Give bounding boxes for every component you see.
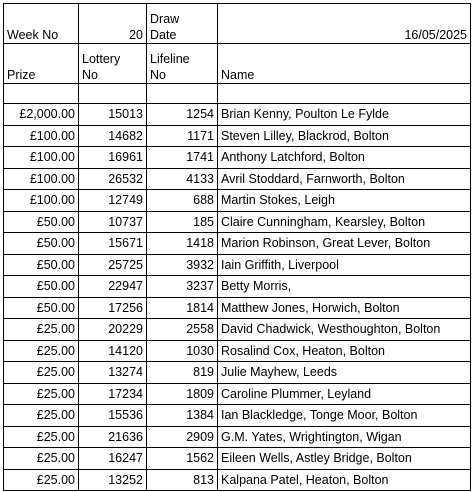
table-row — [4, 190, 471, 212]
name-cell: Kalpana Patel, Heaton, Bolton — [218, 469, 471, 491]
name-cell: Matthew Jones, Horwich, Bolton — [218, 297, 471, 319]
header-row-week — [4, 4, 471, 44]
name-cell: Eileen Wells, Astley Bridge, Bolton — [218, 448, 471, 470]
lottery-no-cell: 15536 — [79, 405, 147, 427]
draw-date-label — [147, 4, 218, 44]
prize-cell: £50.00 — [4, 211, 79, 233]
name-cell: Julie Mayhew, Leeds — [218, 362, 471, 384]
name-cell: Martin Stokes, Leigh — [218, 190, 471, 212]
header-row-columns — [4, 44, 471, 84]
lottery-no-cell: 10737 — [79, 211, 147, 233]
lottery-no-cell: 15013 — [79, 104, 147, 126]
lifeline-no-cell: 4133 — [147, 168, 218, 190]
lottery-no-cell: 21636 — [79, 426, 147, 448]
lottery-no-cell: 13274 — [79, 362, 147, 384]
prize-cell: £25.00 — [4, 448, 79, 470]
lifeline-no-cell: 2909 — [147, 426, 218, 448]
lifeline-no-cell: 1171 — [147, 125, 218, 147]
table-row — [4, 362, 471, 384]
prize-cell: £50.00 — [4, 297, 79, 319]
lifeline-no-cell: 1254 — [147, 104, 218, 126]
name-cell: Caroline Plummer, Leyland — [218, 383, 471, 405]
name-cell: Iain Griffith, Liverpool — [218, 254, 471, 276]
lifeline-no-cell: 185 — [147, 211, 218, 233]
table-row — [4, 426, 471, 448]
lottery-no-cell: 22947 — [79, 276, 147, 298]
lottery-no-line1: Lottery — [82, 52, 121, 66]
week-label: Week No — [4, 4, 79, 44]
prize-cell: £2,000.00 — [4, 104, 79, 126]
lifeline-no-line2: No — [150, 68, 166, 82]
draw-date-label-line1: Draw — [150, 12, 180, 26]
name-cell: David Chadwick, Westhoughton, Bolton — [218, 319, 471, 341]
draw-date-label-line2: Date — [150, 28, 177, 42]
prize-cell: £100.00 — [4, 168, 79, 190]
lottery-no-cell: 15671 — [79, 233, 147, 255]
prize-cell: £100.00 — [4, 125, 79, 147]
table-row — [4, 340, 471, 362]
lottery-no-cell: 17234 — [79, 383, 147, 405]
table-row — [4, 254, 471, 276]
lifeline-no-cell: 1741 — [147, 147, 218, 169]
prize-cell: £25.00 — [4, 469, 79, 491]
lifeline-no-line1: Lifeline — [150, 52, 190, 66]
blank-cell — [4, 84, 79, 104]
prize-cell: £25.00 — [4, 383, 79, 405]
prize-cell: £100.00 — [4, 147, 79, 169]
prize-cell: £25.00 — [4, 362, 79, 384]
column-header-prize: Prize — [4, 44, 79, 84]
lottery-no-cell: 16961 — [79, 147, 147, 169]
table-row — [4, 405, 471, 427]
prize-cell: £25.00 — [4, 426, 79, 448]
draw-date-value: 16/05/2025 — [218, 4, 471, 44]
column-header-lottery-no — [79, 44, 147, 84]
lottery-no-cell: 26532 — [79, 168, 147, 190]
lottery-no-cell: 16247 — [79, 448, 147, 470]
table-row — [4, 125, 471, 147]
lifeline-no-cell: 1562 — [147, 448, 218, 470]
name-cell: Claire Cunningham, Kearsley, Bolton — [218, 211, 471, 233]
table-row — [4, 448, 471, 470]
name-cell: Ian Blackledge, Tonge Moor, Bolton — [218, 405, 471, 427]
prize-cell: £50.00 — [4, 254, 79, 276]
lottery-no-cell: 17256 — [79, 297, 147, 319]
column-header-lifeline-no — [147, 44, 218, 84]
lottery-no-cell: 12749 — [79, 190, 147, 212]
lifeline-no-cell: 688 — [147, 190, 218, 212]
lifeline-no-cell: 3932 — [147, 254, 218, 276]
name-cell: Anthony Latchford, Bolton — [218, 147, 471, 169]
blank-row — [4, 84, 471, 104]
lifeline-no-cell: 1809 — [147, 383, 218, 405]
name-cell: Marion Robinson, Great Lever, Bolton — [218, 233, 471, 255]
lifeline-no-cell: 1030 — [147, 340, 218, 362]
lottery-no-cell: 20229 — [79, 319, 147, 341]
name-cell: Betty Morris, — [218, 276, 471, 298]
table-row — [4, 211, 471, 233]
prize-cell: £50.00 — [4, 233, 79, 255]
table-row — [4, 147, 471, 169]
name-cell: Rosalind Cox, Heaton, Bolton — [218, 340, 471, 362]
blank-cell — [147, 84, 218, 104]
lifeline-no-cell: 2558 — [147, 319, 218, 341]
lottery-no-cell: 13252 — [79, 469, 147, 491]
prize-cell: £25.00 — [4, 405, 79, 427]
lifeline-no-cell: 813 — [147, 469, 218, 491]
table-row — [4, 383, 471, 405]
lifeline-no-cell: 1384 — [147, 405, 218, 427]
lottery-results-table — [3, 3, 471, 491]
name-cell: Steven Lilley, Blackrod, Bolton — [218, 125, 471, 147]
table-row — [4, 319, 471, 341]
table-row — [4, 233, 471, 255]
table-row — [4, 297, 471, 319]
blank-cell — [79, 84, 147, 104]
lottery-no-line2: No — [82, 68, 98, 82]
lottery-no-cell: 14682 — [79, 125, 147, 147]
table-row — [4, 469, 471, 491]
name-cell: Avril Stoddard, Farnworth, Bolton — [218, 168, 471, 190]
week-value: 20 — [79, 4, 147, 44]
prize-cell: £50.00 — [4, 276, 79, 298]
table-row — [4, 104, 471, 126]
lifeline-no-cell: 1418 — [147, 233, 218, 255]
prize-cell: £25.00 — [4, 319, 79, 341]
lifeline-no-cell: 1814 — [147, 297, 218, 319]
lottery-no-cell: 14120 — [79, 340, 147, 362]
lifeline-no-cell: 3237 — [147, 276, 218, 298]
blank-cell — [218, 84, 471, 104]
prize-cell: £25.00 — [4, 340, 79, 362]
name-cell: G.M. Yates, Wrightington, Wigan — [218, 426, 471, 448]
lottery-no-cell: 25725 — [79, 254, 147, 276]
lifeline-no-cell: 819 — [147, 362, 218, 384]
name-cell: Brian Kenny, Poulton Le Fylde — [218, 104, 471, 126]
column-header-name: Name — [218, 44, 471, 84]
table-row — [4, 168, 471, 190]
table-row — [4, 276, 471, 298]
prize-cell: £100.00 — [4, 190, 79, 212]
